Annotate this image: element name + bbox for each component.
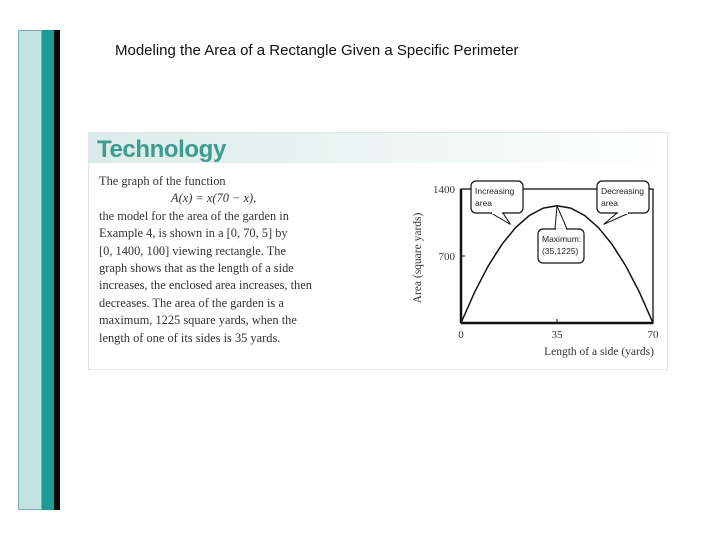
slide-title: Modeling the Area of a Rectangle Given a Specific Perimeter xyxy=(115,42,519,59)
x-tick-label: 0 xyxy=(458,329,464,341)
callout-joint xyxy=(618,212,628,215)
y-tick-label: 1400 xyxy=(433,184,455,196)
y-axis-label: Area (square yards) xyxy=(412,212,424,304)
left-decor-bar-teal xyxy=(42,30,54,510)
panel-text-line: maximum, 1225 square yards, when the xyxy=(99,313,297,328)
area-chart xyxy=(409,175,669,365)
callout-text-line1: Decreasing xyxy=(601,186,644,196)
y-tick-label: 700 xyxy=(438,251,455,263)
panel-text-line: Example 4, is shown in a [0, 70, 5] by xyxy=(99,226,288,241)
panel-text-line: The graph of the function xyxy=(99,174,226,188)
left-decor-bar-dark xyxy=(54,30,60,510)
panel-heading: Technology xyxy=(97,136,226,163)
panel-text-line: graph shows that as the length of a side xyxy=(99,261,294,276)
callout-text-line1: Maximum: xyxy=(542,234,582,244)
panel-text-line: length of one of its sides is 35 yards. xyxy=(99,330,281,345)
callout-text-line2: area xyxy=(601,198,619,208)
callout-joint xyxy=(556,229,566,232)
panel-text-line: the model for the area of the garden in xyxy=(99,208,289,223)
panel-formula-line: A(x) = x(70 − x), xyxy=(171,191,257,206)
panel-text-line: decreases. The area of the garden is a xyxy=(99,295,284,310)
panel-text-line: increases, the enclosed area increases, then xyxy=(99,278,312,293)
callout-text-line1: Increasing xyxy=(475,186,515,196)
panel-text-line: [0, 1400, 100] viewing rectangle. The xyxy=(99,243,286,258)
x-axis-label: Length of a side (yards) xyxy=(544,346,654,358)
panel-body-text xyxy=(99,173,379,347)
callout-joint xyxy=(492,212,502,215)
x-tick-label: 35 xyxy=(551,329,563,341)
x-tick-label: 70 xyxy=(647,329,659,341)
callout-text-line2: area xyxy=(475,198,493,208)
technology-panel xyxy=(88,132,668,370)
callout-text-line2: (35,1225) xyxy=(542,246,579,256)
left-decor-bar-light xyxy=(18,30,42,510)
